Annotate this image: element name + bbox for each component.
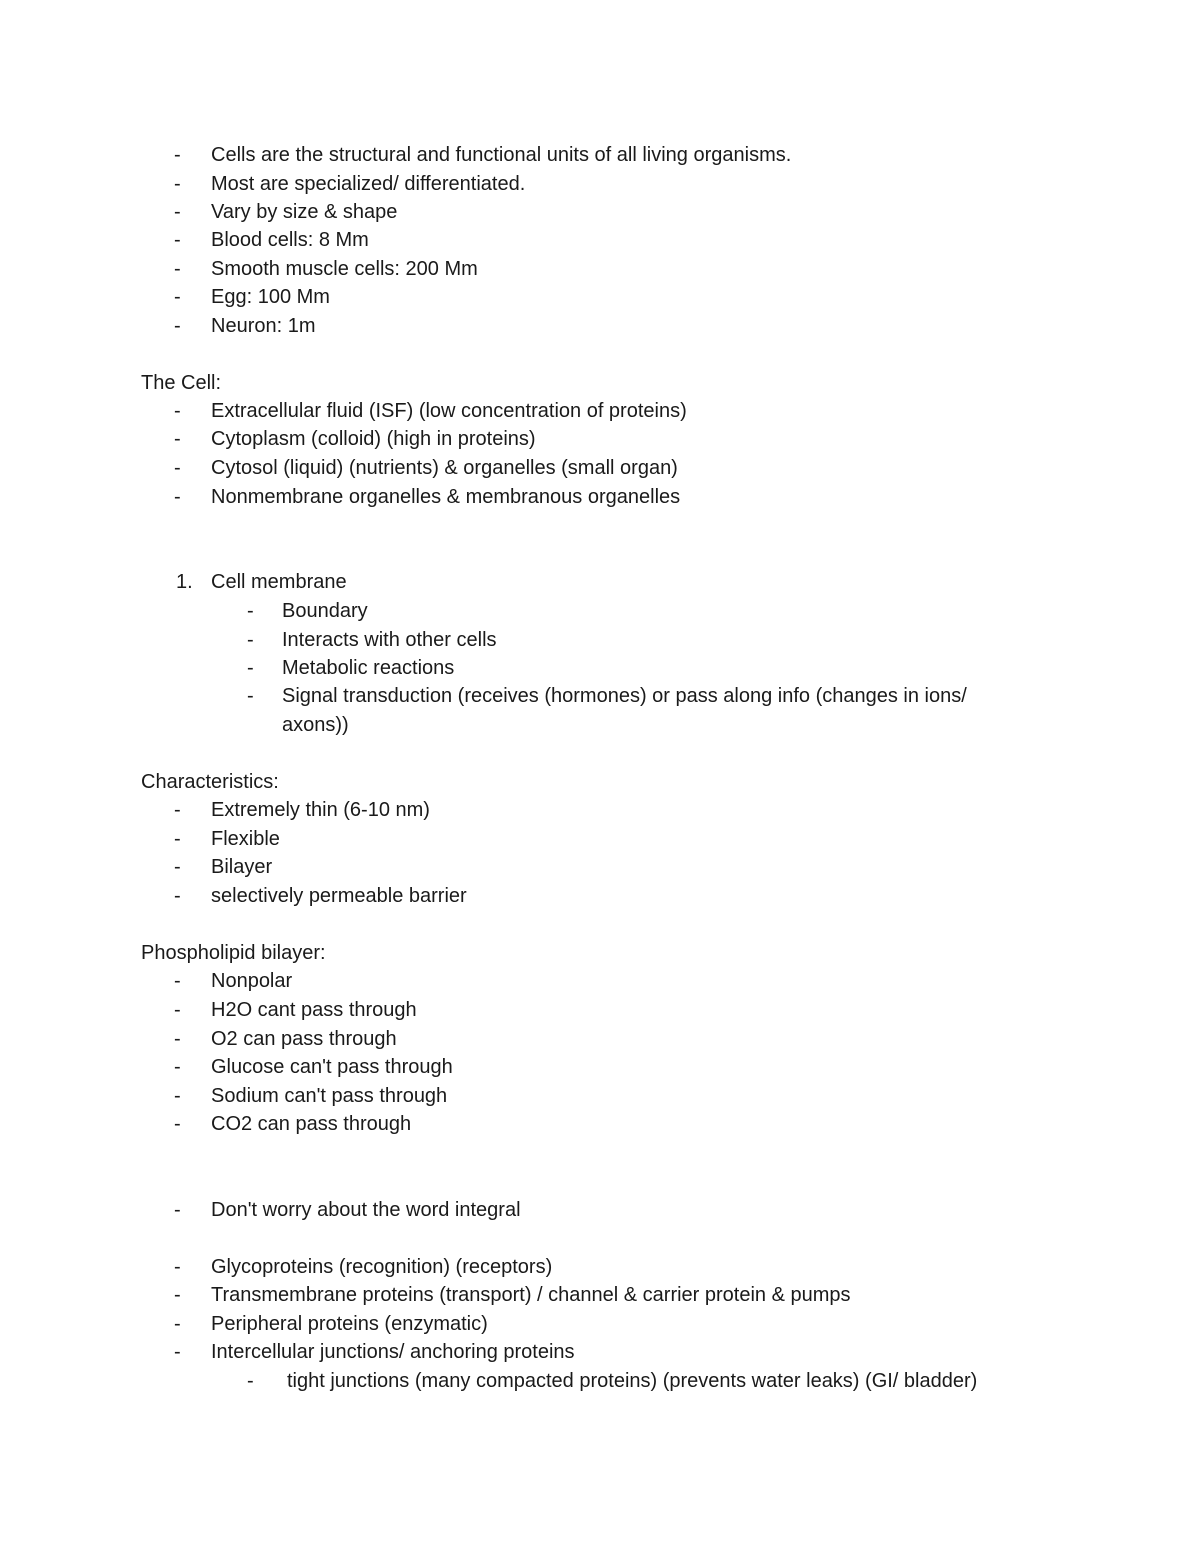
- bullet-dash: -: [174, 828, 181, 850]
- bullet-dash: -: [174, 229, 181, 251]
- list-item: Transmembrane proteins (transport) / channel & carrier protein & pumps: [211, 1284, 851, 1306]
- bullet-dash: -: [174, 144, 181, 166]
- list-item-continuation: axons)): [282, 714, 349, 736]
- bullet-dash: -: [174, 315, 181, 337]
- bullet-dash: -: [174, 1256, 181, 1278]
- list-item: Vary by size & shape: [211, 201, 398, 223]
- list-item: Cytosol (liquid) (nutrients) & organelles (small organ): [211, 457, 678, 479]
- bullet-dash: -: [174, 1085, 181, 1107]
- bullet-dash: -: [247, 685, 254, 707]
- list-item: H2O cant pass through: [211, 999, 417, 1021]
- list-number: 1.: [176, 571, 193, 593]
- bullet-dash: -: [247, 629, 254, 651]
- list-item: Bilayer: [211, 856, 273, 878]
- sub-list-item: tight junctions (many compacted proteins) (prevents water leaks) (GI/ bladder): [287, 1370, 978, 1392]
- bullet-dash: -: [174, 486, 181, 508]
- bullet-dash: -: [174, 856, 181, 878]
- bullet-dash: -: [174, 1341, 181, 1363]
- bullet-dash: -: [174, 799, 181, 821]
- bullet-dash: -: [174, 457, 181, 479]
- numbered-item-title: Cell membrane: [211, 571, 347, 593]
- bullet-dash: -: [174, 258, 181, 280]
- list-item: O2 can pass through: [211, 1028, 397, 1050]
- list-item: Glucose can't pass through: [211, 1056, 453, 1078]
- list-item: Sodium can't pass through: [211, 1085, 448, 1107]
- bullet-dash: -: [174, 201, 181, 223]
- section-heading-phospholipid: Phospholipid bilayer:: [141, 942, 326, 964]
- list-item: Boundary: [282, 600, 368, 622]
- note-item: Don't worry about the word integral: [211, 1199, 521, 1221]
- bullet-dash: -: [174, 428, 181, 450]
- bullet-dash: -: [174, 1028, 181, 1050]
- list-item: Signal transduction (receives (hormones) or pass along info (changes in ions/: [282, 685, 967, 707]
- list-item: Intercellular junctions/ anchoring proteins: [211, 1341, 575, 1363]
- bullet-dash: -: [174, 173, 181, 195]
- list-item: Neuron: 1m: [211, 315, 316, 337]
- list-item: Cells are the structural and functional units of all living organisms.: [211, 144, 792, 166]
- list-item: Egg: 100 Mm: [211, 286, 330, 308]
- list-item: Flexible: [211, 828, 280, 850]
- bullet-dash: -: [174, 1284, 181, 1306]
- bullet-dash: -: [247, 600, 254, 622]
- bullet-dash: -: [174, 1199, 181, 1221]
- bullet-dash: -: [174, 1313, 181, 1335]
- bullet-dash: -: [174, 286, 181, 308]
- list-item: Metabolic reactions: [282, 657, 455, 679]
- list-item: Nonmembrane organelles & membranous organelles: [211, 486, 681, 508]
- bullet-dash: -: [174, 970, 181, 992]
- list-item: Extracellular fluid (ISF) (low concentration of proteins): [211, 400, 687, 422]
- list-item: Glycoproteins (recognition) (receptors): [211, 1256, 553, 1278]
- list-item: Cytoplasm (colloid) (high in proteins): [211, 428, 536, 450]
- bullet-dash: -: [174, 1113, 181, 1135]
- list-item: CO2 can pass through: [211, 1113, 412, 1135]
- list-item: Peripheral proteins (enzymatic): [211, 1313, 488, 1335]
- list-item: Interacts with other cells: [282, 629, 497, 651]
- bullet-dash: -: [247, 657, 254, 679]
- list-item: Extremely thin (6-10 nm): [211, 799, 430, 821]
- section-heading-the-cell: The Cell:: [141, 372, 222, 394]
- bullet-dash: -: [174, 1056, 181, 1078]
- bullet-dash: -: [174, 885, 181, 907]
- section-heading-characteristics: Characteristics:: [141, 771, 279, 793]
- list-item: Blood cells: 8 Mm: [211, 229, 369, 251]
- list-item: Most are specialized/ differentiated.: [211, 173, 526, 195]
- list-item: selectively permeable barrier: [211, 885, 467, 907]
- bullet-dash: -: [247, 1370, 254, 1392]
- bullet-dash: -: [174, 400, 181, 422]
- bullet-dash: -: [174, 999, 181, 1021]
- list-item: Smooth muscle cells: 200 Mm: [211, 258, 478, 280]
- list-item: Nonpolar: [211, 970, 293, 992]
